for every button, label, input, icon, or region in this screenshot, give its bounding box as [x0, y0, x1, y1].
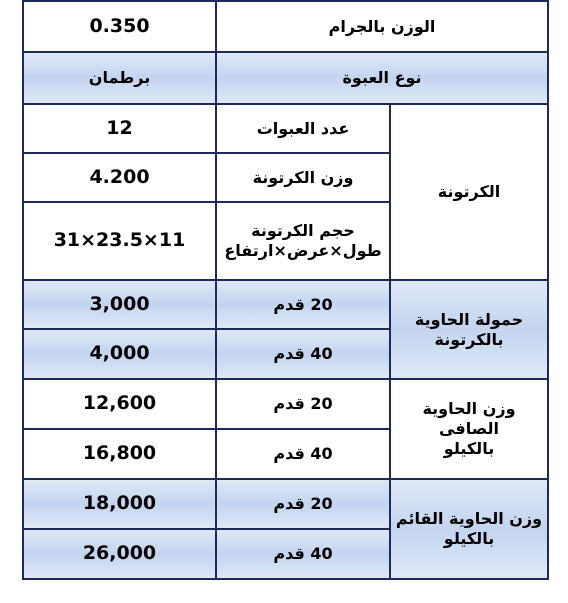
gross-weight-label: وزن الحاوية القائم بالكيلو — [389, 478, 549, 580]
weight-grams-value: 0.350 — [22, 0, 217, 53]
gross-40ft-value: 26,000 — [22, 528, 217, 580]
load-40ft-label: 40 قدم — [215, 328, 391, 380]
gross-20ft-label: 20 قدم — [215, 478, 391, 530]
package-type-value: برطمان — [22, 51, 217, 105]
gross-20ft-value: 18,000 — [22, 478, 217, 530]
net-20ft-value: 12,600 — [22, 378, 217, 430]
carton-group-label: الكرتونة — [389, 103, 549, 281]
carton-weight-label: وزن الكرتونة — [215, 152, 391, 203]
carton-size-label: حجم الكرتونة طول×عرض×ارتفاع — [215, 201, 391, 281]
package-count-value: 12 — [22, 103, 217, 154]
container-load-label: حمولة الحاوية بالكرتونة — [389, 279, 549, 380]
carton-size-value: 31×23.5×11 — [22, 201, 217, 281]
carton-weight-value: 4.200 — [22, 152, 217, 203]
gross-40ft-label: 40 قدم — [215, 528, 391, 580]
package-type-label: نوع العبوة — [215, 51, 549, 105]
net-40ft-label: 40 قدم — [215, 428, 391, 480]
load-40ft-value: 4,000 — [22, 328, 217, 380]
spec-table — [22, 0, 549, 580]
package-count-label: عدد العبوات — [215, 103, 391, 154]
net-20ft-label: 20 قدم — [215, 378, 391, 430]
load-20ft-label: 20 قدم — [215, 279, 391, 330]
net-weight-label: وزن الحاوية الصافى بالكيلو — [389, 378, 549, 480]
net-40ft-value: 16,800 — [22, 428, 217, 480]
weight-grams-label: الوزن بالجرام — [215, 0, 549, 53]
load-20ft-value: 3,000 — [22, 279, 217, 330]
